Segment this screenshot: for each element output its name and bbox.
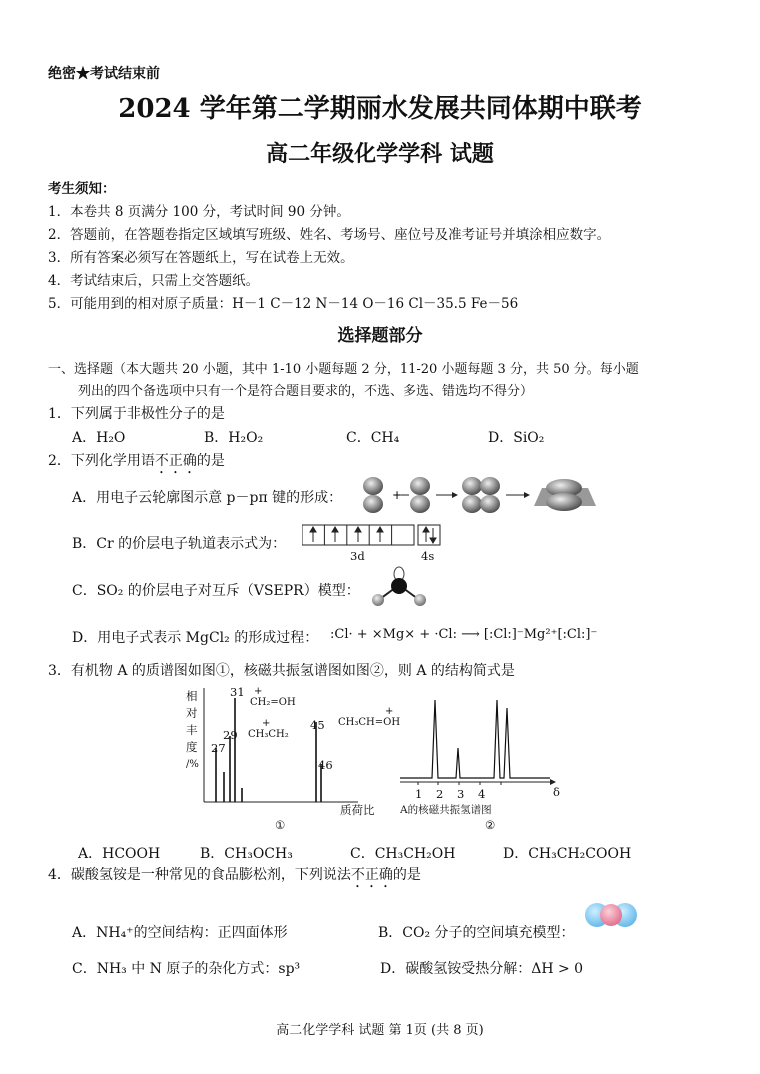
part-instructions-line2: 列出的四个备选项中只有一个是符合题目要求的，不选、多选、错选均不得分） xyxy=(78,384,534,399)
question-1-stem: 1．下列属于非极性分子的是 xyxy=(48,406,225,422)
nmr-tick: 2 xyxy=(436,787,444,801)
q3-option-d: D．CH₃CH₂COOH xyxy=(503,846,632,862)
ms-peak-31: 31 xyxy=(230,685,245,699)
q4-option-a: A．NH₄⁺的空间结构：正四面体形 xyxy=(72,925,288,941)
q1-option-a: A．H₂O xyxy=(72,430,126,446)
question-3-stem: 3．有机物 A 的质谱图如图①，核磁共振氢谱图如图②，则 A 的结构简式是 xyxy=(48,663,515,679)
nmr-delta-label: δ xyxy=(553,785,560,799)
q4-option-b: B．CO₂ 分子的空间填充模型： xyxy=(378,925,575,941)
part-instructions-line1: 一、选择题（本大题共 20 小题，其中 1-10 小题每题 2 分，11-20 小题每题 3 分，共 50 分。每小题 xyxy=(48,362,639,377)
ms-peak-29: 29 xyxy=(223,728,238,742)
q3-option-a: A．HCOOH xyxy=(78,846,161,862)
orbital-3d-label: 3d xyxy=(350,549,365,563)
p-orbital-right xyxy=(410,477,430,513)
notice-heading: 考生须知： xyxy=(48,181,116,197)
svg-text:+: + xyxy=(392,488,403,502)
q1-option-c: C．CH₄ xyxy=(346,430,400,446)
ms-peak-45: 45 xyxy=(310,718,325,732)
q3-option-c: C．CH₃CH₂OH xyxy=(350,846,456,862)
nmr-title: A的核磁共振氢谱图 xyxy=(400,804,492,816)
ms-ion-ch2oh: CH₂=OH xyxy=(250,697,296,708)
ms-ion-ch3choh: CH₃CH=OH xyxy=(338,717,401,728)
ms-ion-ch3ch2: CH₃CH₂ xyxy=(248,729,289,740)
question-4-stem: 4．碳酸氢铵是一种常见的食品膨松剂，下列说法不正确的是 xyxy=(48,867,421,883)
q3-option-b: B．CH₃OCH₃ xyxy=(200,846,293,862)
q2-option-d: D．用电子式表示 MgCl₂ 的形成过程： xyxy=(72,630,319,646)
exam-subtitle: 高二年级化学学科 试题 xyxy=(266,141,494,167)
q4-option-d: D．碳酸氢铵受热分解：ΔH > 0 xyxy=(380,961,584,977)
page-footer: 高二化学学科 试题 第 1页 (共 8 页) xyxy=(276,1023,484,1038)
confidential-mark: 绝密★考试结束前 xyxy=(48,66,160,82)
mgcl2-electron-formula: :Cl· + ×Mg× + ·Cl: ⟶ [:Cl:]⁻Mg²⁺[:Cl:]⁻ xyxy=(330,627,598,642)
notice-item: 1．本卷共 8 页满分 100 分，考试时间 90 分钟。 xyxy=(48,204,350,220)
q1-option-d: D．SiO₂ xyxy=(488,430,545,446)
p-orbital-left xyxy=(363,477,383,513)
nmr-figure-label: ② xyxy=(485,818,496,832)
ms-peak-46: 46 xyxy=(318,758,333,772)
q2-option-a: A．用电子云轮廓图示意 p－pπ 键的形成： xyxy=(72,490,343,506)
ms-figure-label: ① xyxy=(275,818,286,832)
nmr-tick: 4 xyxy=(478,787,486,801)
notice-item: 5．可能用到的相对原子质量：H－1 C－12 N－14 O－16 Cl－35.5 Fe－56 xyxy=(48,296,519,312)
orbital-4s-label: 4s xyxy=(421,549,435,563)
notice-item: 3．所有答案必须写在答题纸上，写在试卷上无效。 xyxy=(48,250,354,266)
notice-item: 2．答题前，在答题卷指定区域填写班级、姓名、考场号、座位号及准考证号并填涂相应数字。 xyxy=(48,227,611,243)
q1-option-b: B．H₂O₂ xyxy=(204,430,264,446)
notice-item: 4．考试结束后，只需上交答题纸。 xyxy=(48,273,260,289)
ms-peak-27: 27 xyxy=(211,741,226,755)
so2-vsepr-model xyxy=(368,565,428,609)
q2-option-c: C．SO₂ 的价层电子对互斥（VSEPR）模型： xyxy=(72,583,360,599)
q4-option-c: C．NH₃ 中 N 原子的杂化方式：sp³ xyxy=(72,961,301,977)
question-2-stem: 2．下列化学用语不正确的是 xyxy=(48,453,225,469)
pi-bond-orbital-diagram xyxy=(356,476,596,516)
section-title: 选择题部分 xyxy=(337,326,423,346)
exam-title: 2024 学年第二学期丽水发展共同体期中联考 xyxy=(118,94,642,124)
ms-xlabel: 质荷比 xyxy=(340,803,375,817)
p-orbitals-overlap xyxy=(462,477,500,513)
q2-option-b: B．Cr 的价层电子轨道表示式为： xyxy=(72,536,287,552)
co2-space-filling-model xyxy=(583,896,639,934)
nmr-tick: 1 xyxy=(415,787,423,801)
nmr-tick: 3 xyxy=(457,787,465,801)
ms-ylabel: 相 对 丰 度 /% xyxy=(186,689,199,770)
pi-bond-result xyxy=(534,479,596,511)
